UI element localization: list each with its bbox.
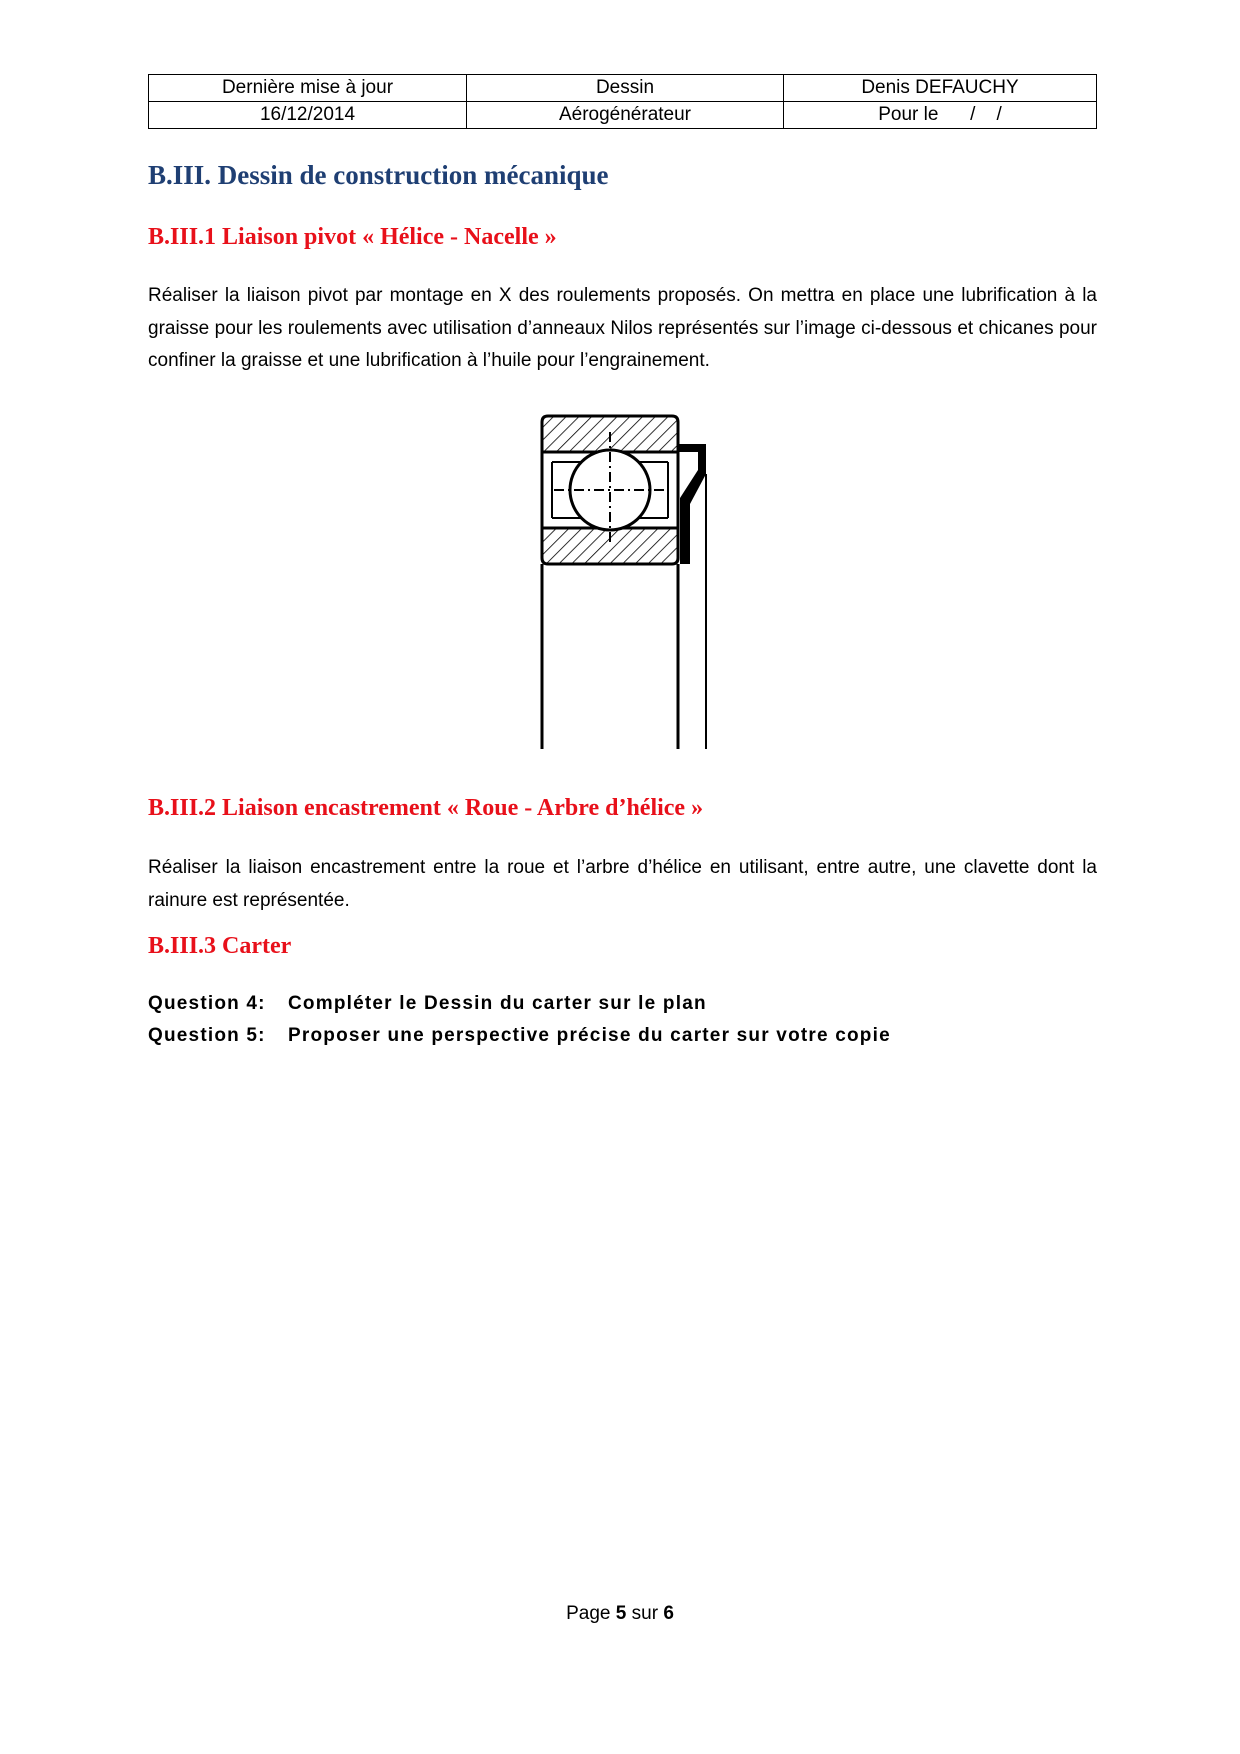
page-footer bbox=[0, 1603, 1240, 1625]
paragraph-pivot: Réaliser la liaison pivot par montage en X des roulements proposés. On mettra en place une lubrification à la graisse pour les roulements avec utilisation d’anneaux Nilos représentés sur l’image ci-dessous et chicanes pour confiner la graisse et une lubrification à l’huile pour l’engrainement. bbox=[148, 285, 1097, 371]
footer-middle: sur bbox=[631, 1603, 659, 1624]
footer-prefix: Page bbox=[566, 1603, 611, 1624]
nilos-ring bbox=[678, 444, 706, 564]
header-label-subject: Dessin bbox=[467, 75, 784, 102]
header-date: 16/12/2014 bbox=[149, 102, 467, 129]
paragraph-encastrement: Réaliser la liaison encastrement entre la roue et l’arbre d’hélice en utilisant, entre autre, une clavette dont la rainure est représentée. bbox=[148, 857, 1097, 911]
subsection-title-carter: B.III.3 Carter bbox=[148, 933, 292, 959]
header-row bbox=[149, 75, 1097, 102]
question-4 bbox=[148, 993, 707, 1015]
header-due-date: Pour le / / bbox=[784, 102, 1097, 129]
question-number: Question 5: bbox=[148, 1025, 266, 1046]
bearing-with-nilos-ring-icon bbox=[530, 414, 730, 749]
section-title: B.III. Dessin de construction mécanique bbox=[148, 160, 609, 190]
header-label-last-update: Dernière mise à jour bbox=[149, 75, 467, 102]
header-topic: Aérogénérateur bbox=[467, 102, 784, 129]
question-5 bbox=[148, 1025, 891, 1047]
question-number: Question 4: bbox=[148, 993, 266, 1014]
footer-page-total: 6 bbox=[663, 1603, 674, 1624]
question-text: Compléter le Dessin du carter sur le plan bbox=[288, 993, 707, 1014]
subsection-title-encastrement: B.III.2 Liaison encastrement « Roue - Arbre d’hélice » bbox=[148, 795, 704, 821]
header-author: Denis DEFAUCHY bbox=[784, 75, 1097, 102]
header-row bbox=[149, 102, 1097, 129]
footer-page-number: 5 bbox=[615, 1603, 627, 1624]
question-text: Proposer une perspective précise du carter sur votre copie bbox=[288, 1025, 891, 1046]
subsection-title-pivot: B.III.1 Liaison pivot « Hélice - Nacelle » bbox=[148, 224, 557, 250]
header-table bbox=[148, 74, 1097, 129]
